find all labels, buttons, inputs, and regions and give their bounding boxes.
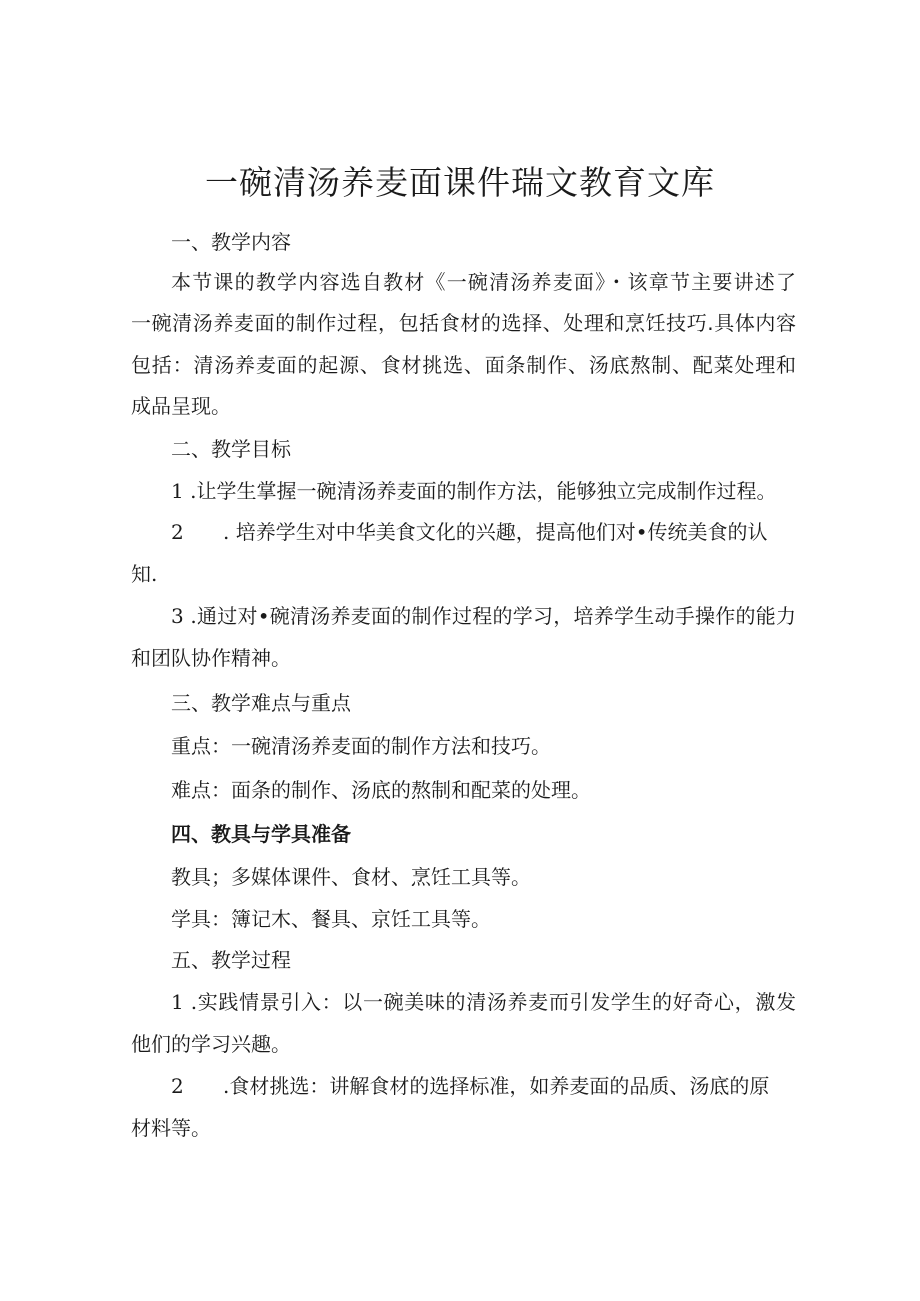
goal-item-3: 3 .通过对•碗清汤养麦面的制作过程的学习，培养学生动手操作的能力 [171,604,796,628]
goal-item-2-continuation: 知. [131,562,158,586]
section-heading-teaching-content: 一、教学内容 [171,230,291,254]
goal-item-3-continuation: 和团队协作精神。 [131,646,291,670]
process-item-2 [171,1071,796,1101]
goal-item-2-number: 2 [171,520,184,544]
process-item-1: 1 .实践情景引入：以一碗美味的清汤养麦而引发学生的好奇心，激发 [171,990,796,1014]
paragraph-line: 本节课的教学内容选自教材《一碗清汤养麦面》・该章节主要讲述了 [171,270,796,294]
difficult-point: 难点：面条的制作、汤底的熬制和配菜的处理。 [171,778,591,802]
paragraph-line: 包括：清汤养麦面的起源、食材挑选、面条制作、汤底熬制、配菜处理和 [131,353,796,377]
process-item-1-continuation: 他们的学习兴趣。 [131,1032,291,1056]
section-heading-materials: 四、教具与学具准备 [171,822,351,846]
process-item-2-number: 2 [171,1074,184,1098]
goal-item-2 [171,517,796,547]
section-heading-difficulties: 三、教学难点与重点 [171,691,351,715]
teacher-materials: 教具；多媒体课件、食材、烹饪工具等。 [171,865,531,889]
student-materials: 学具：簿记木、餐具、京饪工具等。 [171,907,491,931]
paragraph-line: 成品呈现。 [131,394,231,418]
key-point: 重点：一碗清汤养麦面的制作方法和技巧。 [171,734,551,758]
page-title: 一碗清汤养麦面课件瑞文教育文库 [205,163,715,202]
section-heading-teaching-goals: 二、教学目标 [171,437,291,461]
goal-item-2-text: . 培养学生对中华美食文化的兴趣，提高他们对•传统美食的认 [223,520,768,544]
paragraph-line: 一碗清汤养麦面的制作过程，包括食材的选择、处理和烹饪技巧.具体内容 [131,311,796,335]
process-item-2-continuation: 材料等。 [131,1116,211,1140]
section-heading-process: 五、教学过程 [171,948,291,972]
process-item-2-text: .食材挑选：讲解食材的选择标准，如养麦面的品质、汤底的原 [223,1074,770,1098]
goal-item-1: 1 .让学生掌握一碗清汤养麦面的制作方法，能够独立完成制作过程。 [171,479,777,503]
